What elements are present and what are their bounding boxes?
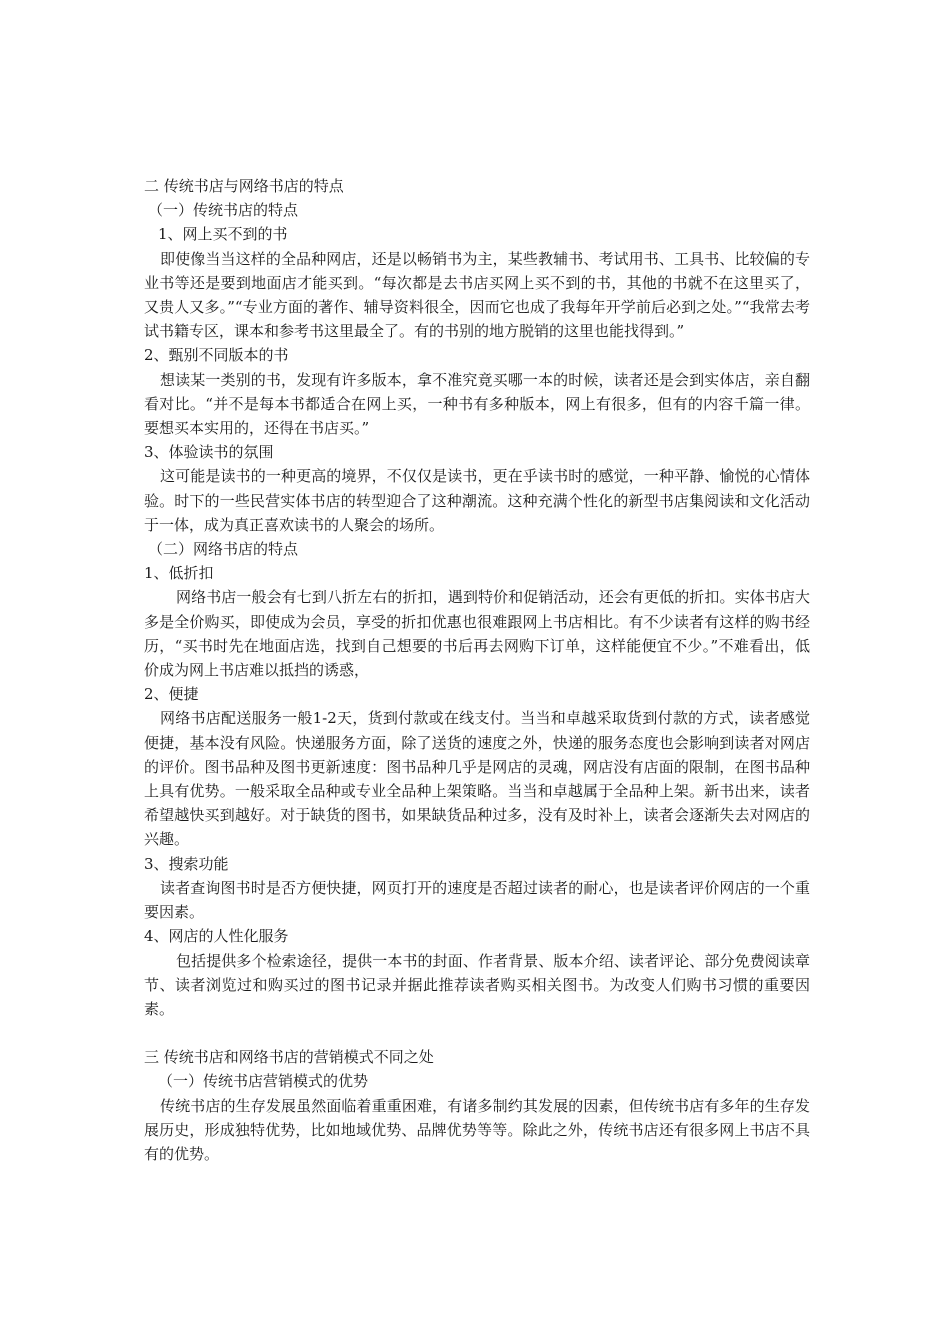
- paragraph: 包括提供多个检索途径，提供一本书的封面、作者背景、版本介绍、读者评论、部分免费阅读章节、读者浏览过和购买过的图书记录并据此推荐读者购买相关图书。为改变人们购书习惯的重要因素。: [144, 951, 810, 1018]
- section-3-title: 三 传统书店和网络书店的营销模式不同之处: [144, 1048, 434, 1067]
- spacer: [144, 1021, 810, 1045]
- paragraph: 这可能是读书的一种更高的境界，不仅仅是读书，更在乎读书时的感觉，一种平静、愉悦的心情体验。时下的一些民营实体书店的转型迎合了这种潮流。这种充满个性化的新型书店集阅读和文化活动于一体，成为真正喜欢读书的人聚会的场所。: [144, 467, 810, 534]
- item-heading: 1、网上买不到的书: [158, 225, 288, 244]
- item-heading: 2、甄别不同版本的书: [144, 346, 289, 365]
- section-2-sub1-title: （一）传统书店的特点: [148, 201, 299, 220]
- section-2-title: 二 传统书店与网络书店的特点: [144, 177, 344, 195]
- paragraph: 网络书店配送服务一般1-2天，货到付款或在线支付。当当和卓越采取货到付款的方式，读者感觉便捷，基本没有风险。快递服务方面，除了送货的速度之外，快递的服务态度也会影响到读者对网店的评价。图书品种及图书更新速度：图书品种几乎是网店的灵魂，网店没有店面的限制，在图书品种上具有优势。一般采取全品种或专业全品种上架策略。当当和卓越属于全品种上架。新书出来，读者希望越快买到越好。对于缺货的图书，如果缺货品种过多，没有及时补上，读者会逐渐失去对网店的兴趣。: [144, 709, 810, 849]
- section-3-sub1-title: （一）传统书店营销模式的优势: [158, 1072, 369, 1091]
- paragraph: 网络书店一般会有七到八折左右的折扣，遇到特价和促销活动，还会有更低的折扣。实体书店大多是全价购买，即使成为会员，享受的折扣优惠也很难跟网上书店相比。有不少读者有这样的购书经历，“买书时先在地面店选，找到自己想要的书后再去网购下订单，这样能便宜不少。”不难看出，低价成为网上书店难以抵挡的诱惑，: [144, 588, 810, 680]
- document-page: [144, 174, 810, 1166]
- paragraph: 传统书店的生存发展虽然面临着重重困难，有诸多制约其发展的因素，但传统书店有多年的生存发展历史，形成独特优势，比如地域优势、品牌优势等等。除此之外，传统书店还有很多网上书店不具有的优势。: [144, 1096, 810, 1163]
- item-heading: 3、体验读书的氛围: [144, 443, 274, 462]
- item-heading: 3、搜索功能: [144, 854, 229, 873]
- item-heading: 2、便捷: [144, 685, 199, 704]
- section-2-sub2-title: （二）网络书店的特点: [148, 540, 299, 559]
- paragraph: 读者查询图书时是否方便快捷，网页打开的速度是否超过读者的耐心，也是读者评价网店的一个重要因素。: [144, 878, 810, 922]
- paragraph: 想读某一类别的书，发现有许多版本，拿不准究竟买哪一本的时候，读者还是会到实体店，亲自翻看对比。“并不是每本书都适合在网上买，一种书有多种版本，网上有很多，但有的内容千篇一律。要想买本实用的，还得在书店买。”: [144, 370, 810, 438]
- item-heading: 4、网店的人性化服务: [144, 927, 289, 946]
- paragraph: 即使像当当这样的全品种网店，还是以畅销书为主，某些教辅书、考试用书、工具书、比较偏的专业书等还是要到地面店才能买到。“每次都是去书店买网上买不到的书，其他的书就不在这里买了，又贵人又多。”“专业方面的著作、辅导资料很全，因而它也成了我每年开学前后必到之处。”“我常去考试书籍专区，课本和参考书这里最全了。有的书别的地方脱销的这里也能找得到。”: [144, 249, 810, 341]
- item-heading: 1、低折扣: [144, 564, 214, 583]
